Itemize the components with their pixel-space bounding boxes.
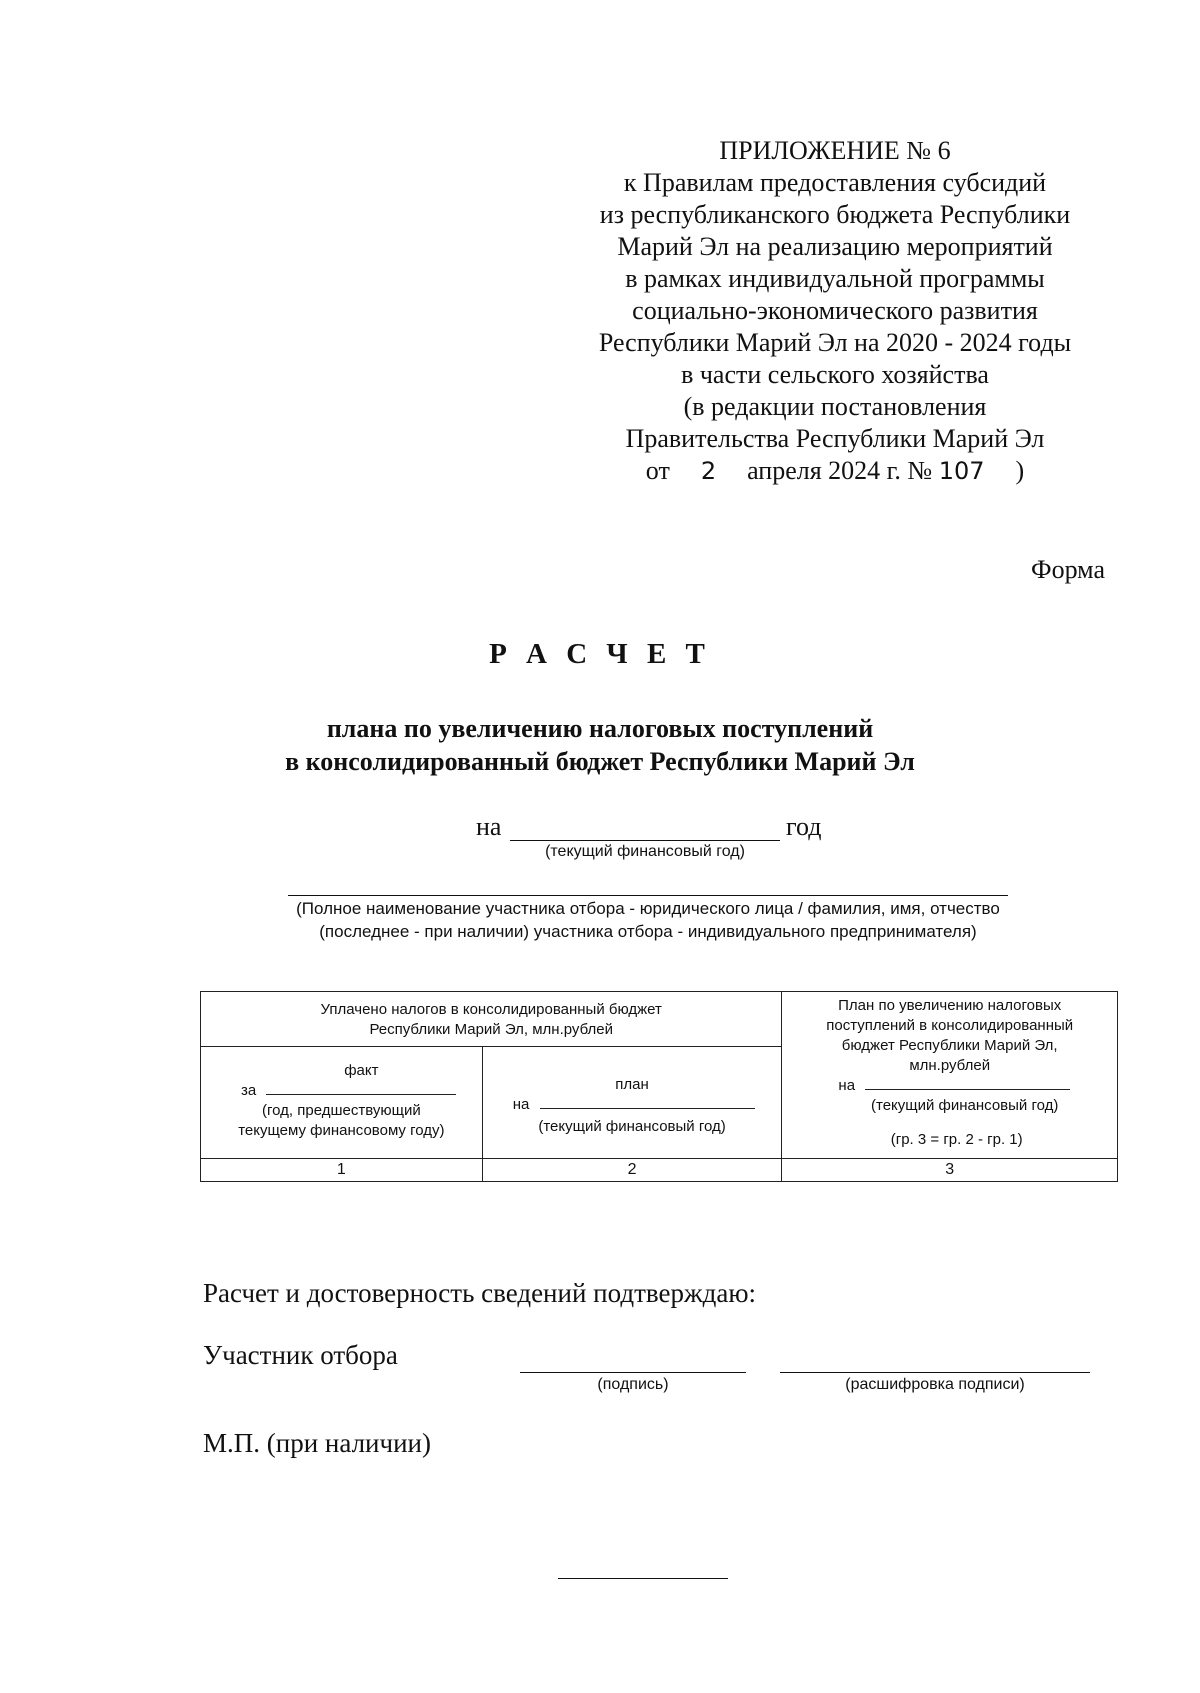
paid-header-line: Уплачено налогов в консолидированный бюджет (320, 1001, 662, 1018)
year-prefix: на (476, 812, 502, 841)
appendix-line: Марий Эл на реализацию мероприятий (617, 232, 1053, 261)
plan-header-line: План по увеличению налоговых (838, 997, 1062, 1014)
appendix-line: из республиканского бюджета Республики (599, 200, 1071, 229)
increase-hint: (текущий финансовый год) (871, 1097, 1059, 1114)
increase-year-blank[interactable] (865, 1089, 1070, 1090)
plan-prefix: на (512, 1096, 530, 1113)
resolution-date-line (560, 455, 1110, 487)
plan-hint: (текущий финансовый год) (538, 1118, 726, 1135)
date-middle: апреля 2024 г. № (747, 456, 933, 485)
resolution-number: 107 (938, 457, 985, 485)
fact-hint-line: текущему финансовому году) (238, 1122, 445, 1139)
increase-year-row (838, 1076, 1117, 1098)
signature-decode-blank-field[interactable] (780, 1372, 1090, 1373)
org-hint-line: (Полное наименование участника отбора - юридического лица / фамилия, имя, отчество (296, 899, 1000, 918)
confirmation-text: Расчет и достоверность сведений подтверждаю: (203, 1278, 756, 1308)
fact-prefix: за (241, 1082, 257, 1099)
column-number: 3 (782, 1159, 1118, 1182)
fact-year-blank[interactable] (266, 1094, 456, 1095)
fact-hint-line: (год, предшествующий (262, 1102, 421, 1119)
fact-label: факт (344, 1062, 379, 1079)
signature-hint: (подпись) (597, 1376, 669, 1393)
formula-text: (гр. 3 = гр. 2 - гр. 1) (890, 1131, 1023, 1148)
signature-decode-hint: (расшифровка подписи) (845, 1376, 1025, 1393)
plan-cell (482, 1047, 782, 1159)
subtitle-line: плана по увеличению налоговых поступлений (326, 714, 874, 743)
plan-label: план (615, 1076, 649, 1093)
form-label: Форма (1031, 555, 1105, 584)
appendix-line: в части сельского хозяйства (681, 360, 989, 389)
appendix-line: (в редакции постановления (683, 392, 987, 421)
participant-label: Участник отбора (203, 1340, 398, 1370)
increase-prefix: на (838, 1077, 856, 1094)
plan-header-line: млн.рублей (909, 1057, 991, 1074)
appendix-line: к Правилам предоставления субсидий (623, 168, 1047, 197)
document-subtitle (0, 712, 1200, 778)
plan-year-blank[interactable] (540, 1108, 755, 1109)
document-title: Р А С Ч Е Т (489, 638, 711, 670)
subtitle-line: в консолидированный бюджет Республики Марий Эл (285, 747, 915, 776)
appendix-title: ПРИЛОЖЕНИЕ № 6 (719, 136, 951, 165)
calculation-table (200, 991, 1118, 1182)
appendix-line: социально-экономического развития (632, 296, 1038, 325)
year-blank-field[interactable] (510, 840, 780, 841)
fact-cell (201, 1047, 483, 1159)
year-suffix: год (786, 812, 822, 841)
paid-taxes-header (201, 992, 782, 1047)
paid-header-line: Республики Марий Эл, млн.рублей (369, 1021, 613, 1038)
org-name-blank-field[interactable] (288, 895, 1008, 896)
date-suffix: ) (1015, 456, 1025, 485)
stamp-label: М.П. (при наличии) (203, 1428, 431, 1458)
appendix-line: Правительства Республики Марий Эл (625, 424, 1045, 453)
appendix-line: в рамках индивидуальной программы (625, 264, 1045, 293)
org-hint-line: (последнее - при наличии) участника отбора - индивидуального предпринимателя) (319, 922, 977, 941)
column-number: 2 (482, 1159, 782, 1182)
appendix-line: Республики Марий Эл на 2020 - 2024 годы (598, 328, 1072, 357)
year-hint: (текущий финансовый год) (545, 843, 745, 860)
date-day: 2 (700, 457, 717, 485)
date-prefix: от (645, 456, 670, 485)
signature-blank-field[interactable] (520, 1372, 746, 1373)
plan-header-line: бюджет Республики Марий Эл, (841, 1037, 1058, 1054)
plan-increase-header (782, 992, 1118, 1159)
fact-year-row (241, 1081, 482, 1101)
end-divider (558, 1578, 728, 1579)
plan-year-row (513, 1095, 782, 1117)
appendix-header (560, 135, 1110, 487)
plan-header-line: поступлений в консолидированный (826, 1017, 1074, 1034)
org-name-hint (260, 897, 1036, 943)
column-number: 1 (201, 1159, 483, 1182)
